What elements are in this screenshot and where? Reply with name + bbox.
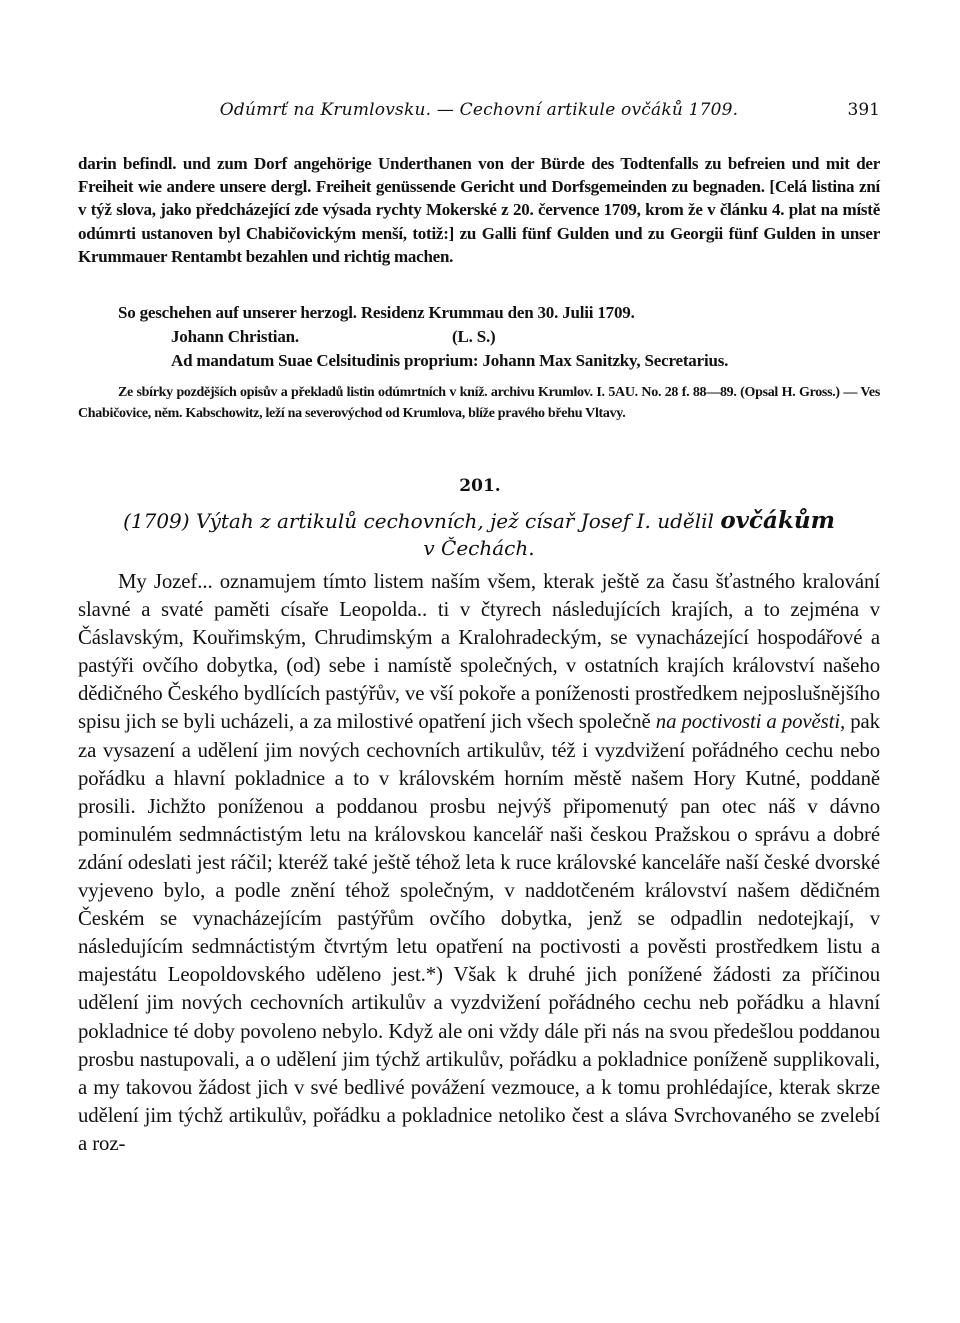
- source-note-text: Ze sbírky pozdějších opisův a překladů listin odúmrtních v kníž. archivu Krumlov. I. 5AU. No. 28 f. 88—89. (Opsal H. Gross.) — Ves Chabičovice, něm. Kabschowitz, leží na severovýchod od Krumlova, blíže pravého břehu Vltavy.: [78, 385, 880, 421]
- document-number: 201.: [459, 476, 501, 496]
- running-title: Odúmrť na Krumlovsku. — Cechovní artikule ovčáků 1709.: [219, 100, 739, 120]
- document-title: [78, 507, 880, 562]
- document-body: [78, 568, 880, 1158]
- body-italic-phrase: na poctivosti a pověsti,: [655, 710, 846, 734]
- continuation-paragraph: darin befindl. und zum Dorf angehörige Underthanen von der Bürde des Todtenfalls zu befreien und mit der Freiheit wie andere unsere dergl. Freiheit genüssende Gericht und Dorfsgemeinden zu begnaden. [Celá listina zní v týž slova, jako předcházející zde výsada rychty Mokerské z 20. července 1709, krom že v článku 4. plat na místě odúmrti ustanoven byl Chabičovickým menší, totiž:] zu Galli fünf Gulden und zu Georgii fünf Gulden in unser Krummauer Rentambt bezahlen und richtig machen.: [78, 154, 880, 266]
- running-header: [78, 100, 880, 126]
- signer-name: Johann Christian.: [171, 327, 299, 346]
- title-main: Výtah z artikulů cechovních, jež císař Josef I. udělil: [195, 509, 714, 533]
- mandate-line: Ad mandatum Suae Celsitudinis proprium: Johann Max Sanitzky, Secretarius.: [171, 351, 729, 370]
- source-note: [78, 382, 880, 424]
- seal-mark: (L. S.): [452, 327, 496, 346]
- page-number: 391: [847, 100, 880, 120]
- title-year: (1709): [123, 509, 190, 533]
- given-at-line: So geschehen auf unserer herzogl. Residenz Krummau den 30. Julii 1709.: [118, 303, 635, 322]
- body-text-part1: My Jozef... oznamujem tímto listem naším všem, kterak ještě za času šťastného kralování slavné a svaté paměti císaře Leopolda.. ti v čtyrech následujících krajích, a to zejména v Čáslavským, Kouřimským, Chrudimským a Kralohradeckým, se vynacházející hospodářové a pastýři ovčího dobytka, (od) sebe i namístě společných, v ostatních krajích království našeho dědičného Českého bydlících pastýřův, ve vší pokoře a poníženosti prostředkem nejposlušnějšího spisu jich se byli ucházeli, a za milostivé opatření jich všech společně: [78, 570, 880, 734]
- body-text-part2: pak za vysazení a udělení jim nových cechovních artikulův, též i vyzdvižení pořádného cechu nebo pořádku a hlavní pokladnice a to v královském horním městě našem Hory Kutné, poddaně prosili. Jichžto poníženou a poddanou prosbu nejvýš připomenutý pan otec náš v dávno pominulém sedmnáctistým letu na královskou kancelář naši českou Pražskou o správu a dobré zdání odeslati jest ráčil; kteréž také ještě téhož leta k ruce královské kanceláře naší české dvorské vyjeveno bylo, a podle znění téhož společným, v naddotčeném království našem dědičném Českém se vynacházejícím pastýřům ovčího dobytka, jenž se odpadlin nedotejkají, v následujícím sedmnáctistým čtvrtým letu opatření na poctivosti a pověsti prostředkem listu a majestátu Leopoldovského uděleno jest.*) Však k druhé jich ponížené žádosti za příčinou udělení jim nových cechovních artikulův a vyzdvižení pořádného cechu neb pořádku a hlavní pokladnice té doby povoleno nebylo. Když ale oni vždy dále při nás na svou předešlou poddanou prosbu nastupovali, a o udělení jim týchž artikulův, pořádku a pokladnice poníženě supplikovali, a my takovou žádost jich v své bedlivé povážení vezmouce, a k tomu prohlédajíce, kterak skrze udělení jim týchž artikulův, pořádku a pokladnice netoliko čest a sláva Svrchovaného se zvelebí a roz-: [78, 710, 880, 1155]
- title-end: v Čechách.: [423, 536, 535, 560]
- title-emphasis: ovčákům: [720, 507, 835, 534]
